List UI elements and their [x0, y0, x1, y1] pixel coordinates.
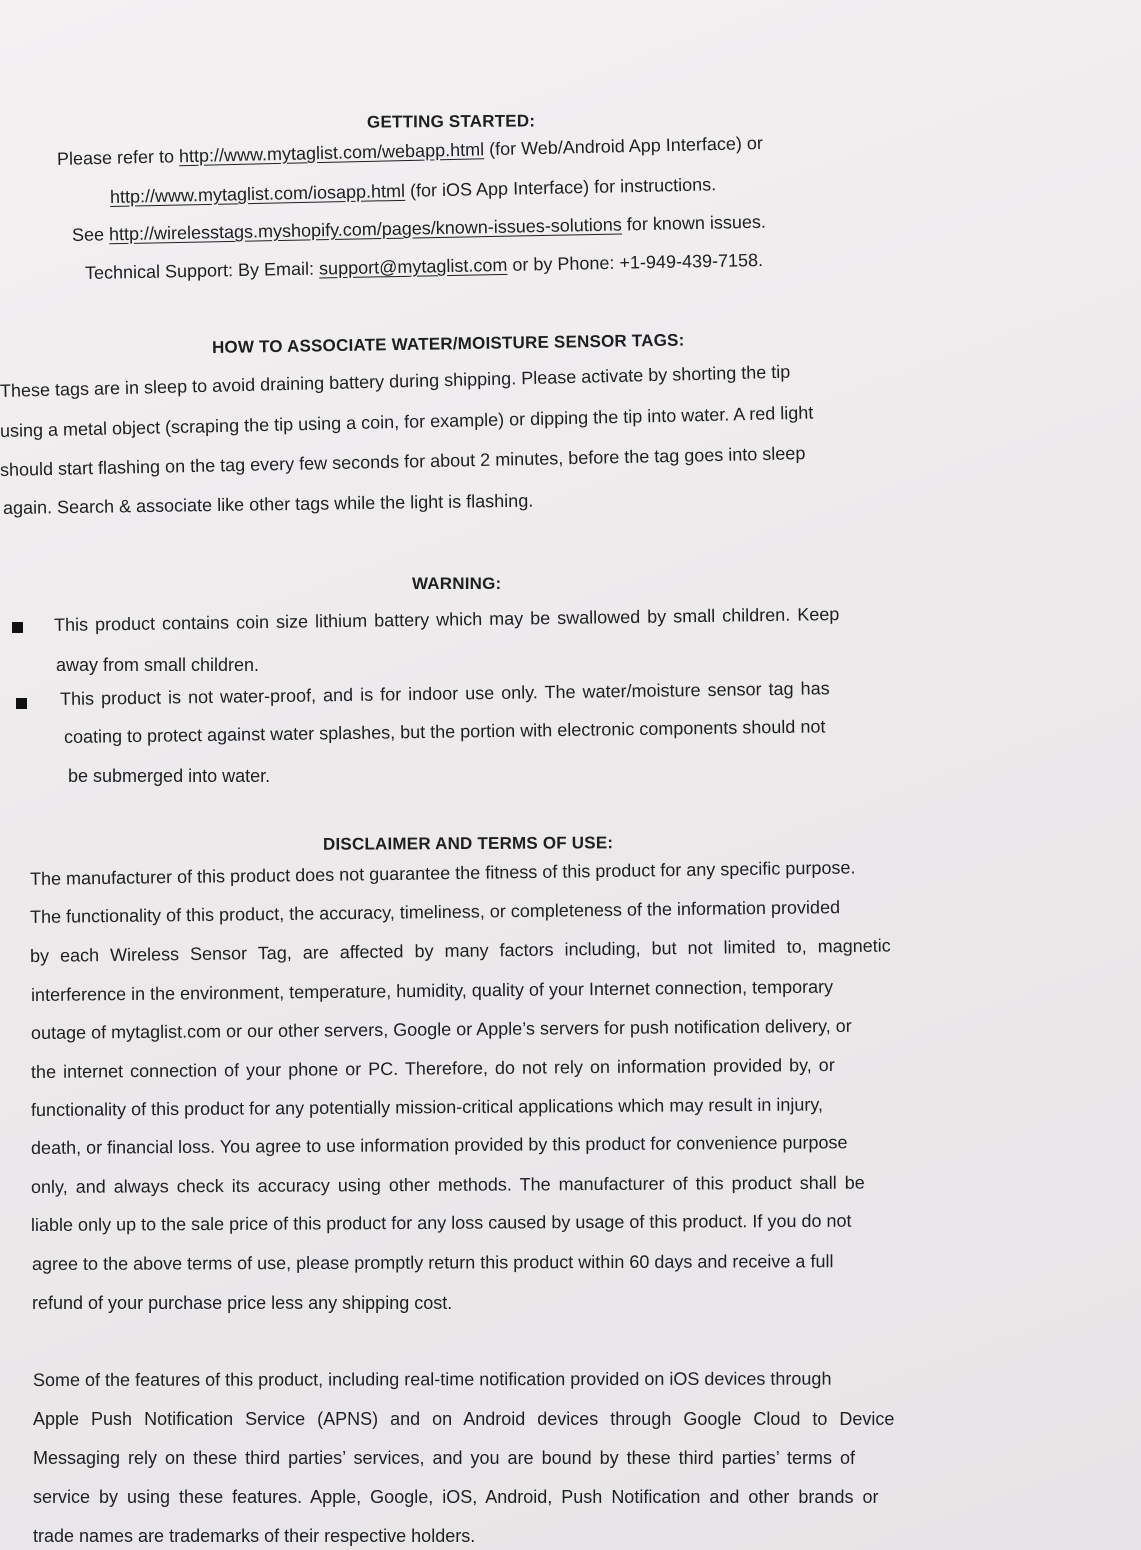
disclaimer-p1-line-12: refund of your purchase price less any shipping cost. [32, 1293, 453, 1313]
getting-started-line-1-post: (for Web/Android App Interface) or [483, 132, 764, 160]
getting-started-line-3-pre: See [71, 224, 110, 245]
disclaimer-p2-line-1: Some of the features of this product, including real-time notification provided on iOS devices through [32, 1368, 832, 1390]
getting-started-line-2 [110, 173, 717, 208]
associate-line-4: again. Search & associate like other tags while the light is flashing. [2, 490, 534, 518]
disclaimer-p1-line-9: only, and always check its accuracy using other methods. The manufacturer of this product shall be [30, 1172, 865, 1197]
warning-item-2-line-1: This product is not water-proof, and is for indoor use only. The water/moisture sensor tag has [59, 678, 830, 709]
disclaimer-p1-line-8: death, or financial loss. You agree to use information provided by this product for convenience purpose [30, 1132, 848, 1158]
disclaimer-p2-line-2: Apple Push Notification Service (APNS) and on Android devices through Google Cloud to Device [33, 1409, 895, 1429]
disclaimer-p1-line-11: agree to the above terms of use, please promptly return this product within 60 days and receive a full [31, 1251, 834, 1274]
disclaimer-p1-line-4: interference in the environment, temperature, humidity, quality of your Internet connection, temporary [30, 976, 834, 1005]
warning-heading: WARNING: [412, 574, 502, 593]
getting-started-line-4-pre: Technical Support: By Email: [84, 258, 320, 283]
associate-heading: HOW TO ASSOCIATE WATER/MOISTURE SENSOR TAGS: [211, 330, 685, 357]
disclaimer-heading: DISCLAIMER AND TERMS OF USE: [322, 833, 614, 854]
webapp-link[interactable]: http://www.mytaglist.com/webapp.html [178, 139, 485, 167]
warning-item-1-line-2: away from small children. [56, 655, 260, 675]
disclaimer-p1-line-6: the internet connection of your phone or PC. Therefore, do not rely on information provided by, or [30, 1054, 835, 1082]
getting-started-line-4-post: or by Phone: +1-949-439-7158. [507, 249, 764, 275]
getting-started-line-4 [85, 249, 763, 284]
known-issues-link[interactable]: http://wirelesstags.myshopify.com/pages/known-issues-solutions [108, 214, 623, 245]
warning-item-2-line-3: be submerged into water. [68, 766, 271, 786]
disclaimer-p2-line-5: trade names are trademarks of their respective holders. [33, 1526, 476, 1546]
getting-started-line-2-post: (for iOS App Interface) for instructions. [404, 174, 717, 201]
disclaimer-p1-line-5: outage of mytaglist.com or our other servers, Google or Apple’s servers for push notification delivery, or [30, 1015, 852, 1043]
associate-line-1: These tags are in sleep to avoid draining battery during shipping. Please activate by shorting the tip [0, 361, 791, 401]
warning-item-2-line-2: coating to protect against water splashes, but the portion with electronic components should not [63, 716, 826, 747]
getting-started-line-3 [72, 211, 766, 246]
associate-line-2: using a metal object (scraping the tip using a coin, for example) or dipping the tip into water. A red light [0, 402, 814, 441]
getting-started-line-1-pre: Please refer to [56, 146, 180, 169]
disclaimer-p1-line-2: The functionality of this product, the accuracy, timeliness, or completeness of the information provided [29, 897, 841, 927]
support-email-link[interactable]: support@mytaglist.com [318, 254, 508, 279]
disclaimer-p1-line-1: The manufacturer of this product does not guarantee the fitness of this product for any specific purpose. [29, 857, 856, 889]
disclaimer-p2-line-4: service by using these features. Apple, Google, iOS, Android, Push Notification and other brands or [33, 1487, 879, 1507]
warning-item-1-line-1: This product contains coin size lithium battery which may be swallowed by small children. Keep [53, 604, 840, 635]
getting-started-line-3-post: for known issues. [621, 211, 767, 235]
iosapp-link[interactable]: http://www.mytaglist.com/iosapp.html [109, 180, 406, 207]
associate-line-3: should start flashing on the tag every few seconds for about 2 minutes, before the tag goes into sleep [0, 443, 806, 480]
disclaimer-p1-line-3: by each Wireless Sensor Tag, are affected by many factors including, but not limited to, magnetic [29, 935, 891, 966]
disclaimer-p1-line-7: functionality of this product for any potentially mission-critical applications which may result in injury, [30, 1094, 824, 1120]
getting-started-line-1 [57, 132, 763, 170]
disclaimer-p1-line-10: liable only up to the sale price of this product for any loss caused by usage of this product. If you do not [30, 1210, 852, 1235]
getting-started-heading: GETTING STARTED: [366, 111, 536, 132]
warning-bullet-1 [12, 622, 23, 633]
disclaimer-p2-line-3: Messaging rely on these third parties’ services, and you are bound by these third parties’ terms of [33, 1448, 856, 1468]
warning-bullet-2 [16, 698, 27, 709]
